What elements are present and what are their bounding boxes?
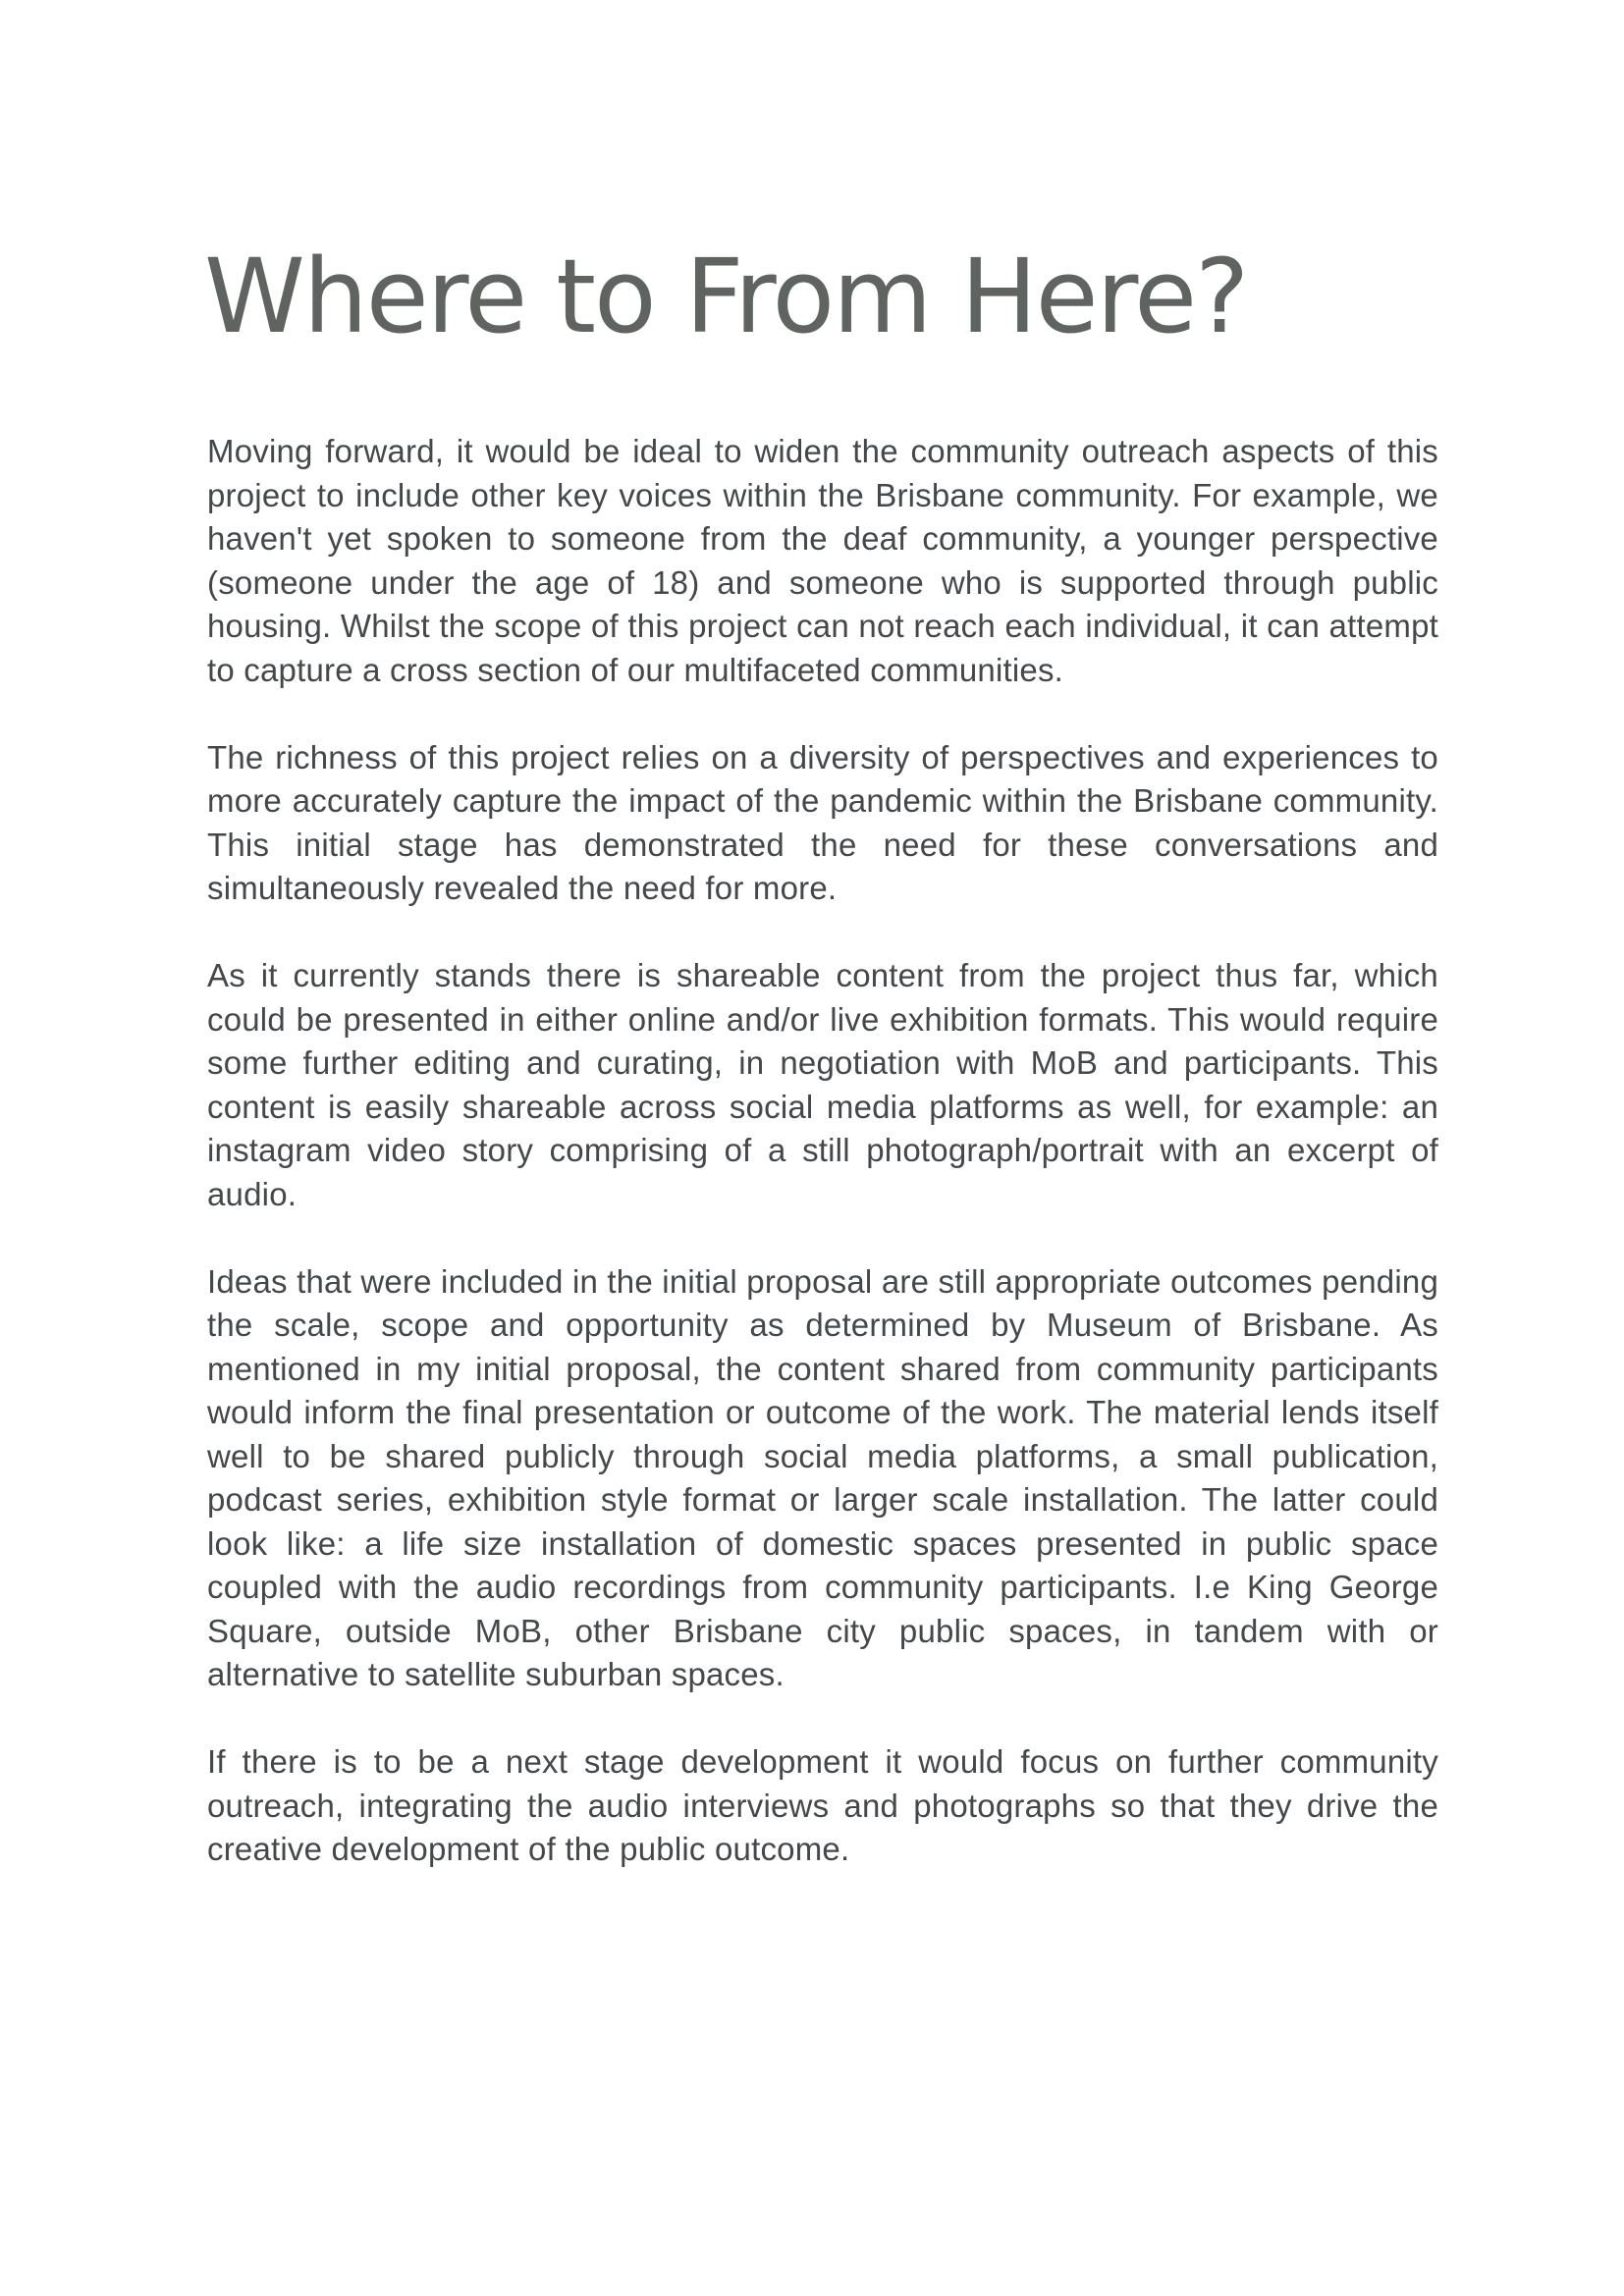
body-text: [207, 430, 1438, 1872]
paragraph-initial-proposal-ideas: Ideas that were included in the initial proposal are still appropriate outcomes pending the scale, scope and opportunity as determined by Museum of Brisbane. As mentioned in my initial proposal, the content shared from community participants would inform the final presentation or outcome of the work. The material lends itself well to be shared publicly through social media platforms, a small publication, podcast series, exhibition style format or larger scale installation. The latter could look like: a life size installation of domestic spaces presented in public space coupled with the audio recordings from community participants. I.e King George Square, outside MoB, other Brisbane city public spaces, in tandem with or alternative to satellite suburban spaces.: [207, 1262, 1438, 1692]
paragraph-shareable-content: As it currently stands there is shareable content from the project thus far, which could be presented in either online and/or live exhibition formats. This would require some further editing and curating, in negotiation with MoB and participants. This content is easily shareable across social media platforms as well, for example: an instagram video story comprising of a still photograph/portrait with an excerpt of audio.: [207, 957, 1438, 1212]
paragraph-diversity-of-perspectives: The richness of this project relies on a diversity of perspectives and experiences to more accurately capture the impact of the pandemic within the Brisbane community. This initial stage has demonstrated the need for these conversations and simultaneously revealed the need for more.: [207, 738, 1438, 906]
page-title: Where to From Here?: [204, 237, 1248, 356]
paragraph-community-outreach: Moving forward, it would be ideal to widen the community outreach aspects of this project to include other key voices within the Brisbane community. For example, we haven't yet spoken to someone from the deaf community, a younger perspective (someone under the age of 18) and someone who is supported through public housing. Whilst the scope of this project can not reach each individual, it can attempt to capture a cross section of our multifaceted communities.: [207, 433, 1438, 688]
paragraph-next-stage-development: If there is to be a next stage development it would focus on further community outreach, integrating the audio interviews and photographs so that they drive the creative development of the public outcome.: [207, 1743, 1438, 1867]
